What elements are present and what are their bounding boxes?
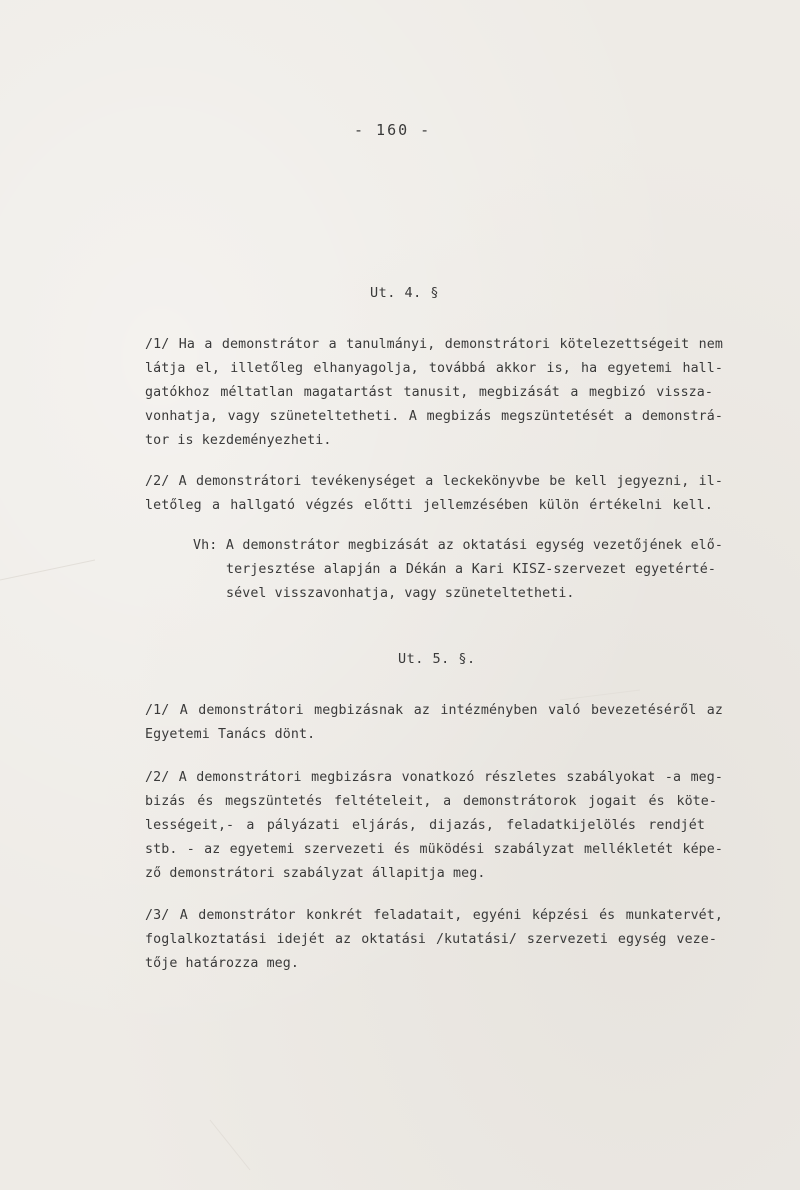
paragraph-line: látja el, illetőleg elhanyagolja, továbbá akkor is, ha egyetemi hall-	[145, 361, 723, 376]
paragraph-line: /1/ Ha a demonstrátor a tanulmányi, demonstrátori kötelezettségeit nem	[145, 337, 723, 352]
section-heading-4: Ut. 4. §	[370, 285, 440, 301]
page-number: - 160 -	[354, 121, 432, 139]
paragraph-line: foglalkoztatási idejét az oktatási /kutatási/ szervezeti egység veze-	[145, 932, 717, 947]
paragraph-line: sével visszavonhatja, vagy szüneteltetheti.	[226, 586, 575, 601]
paragraph-line: ző demonstrátori szabályzat állapitja meg.	[145, 866, 486, 881]
paragraph-line: Egyetemi Tanács dönt.	[145, 727, 316, 742]
paragraph-line: lességeit,- a pályázati eljárás, dijazás, feladatkijelölés rendjét	[145, 818, 705, 833]
paragraph-line: letőleg a hallgató végzés előtti jellemzésében külön értékelni kell.	[145, 498, 713, 513]
paragraph-line: /2/ A demonstrátori megbizásra vonatkozó részletes szabályokat -a meg-	[145, 770, 723, 785]
paragraph-line: stb. - az egyetemi szervezeti és müködési szabályzat mellékletét képe-	[145, 842, 723, 857]
paragraph-line: gatókhoz méltatlan magatartást tanusit, megbizását a megbizó vissza-	[145, 385, 713, 400]
paragraph-line: /1/ A demonstrátori megbizásnak az intézményben való bevezetéséről az	[145, 703, 723, 718]
paragraph-line: Vh: A demonstrátor megbizását az oktatási egység vezetőjének elő-	[193, 538, 723, 553]
paragraph-line: tője határozza meg.	[145, 956, 300, 971]
paragraph-line: vonhatja, vagy szüneteltetheti. A megbizás megszüntetését a demonstrá-	[145, 409, 723, 424]
section-heading-5: Ut. 5. §.	[398, 651, 476, 667]
paragraph-line: /3/ A demonstrátor konkrét feladatait, egyéni képzési és munkatervét,	[145, 908, 723, 923]
paragraph-line: terjesztése alapján a Dékán a Kari KISZ-szervezet egyetérté-	[226, 562, 716, 577]
paragraph-line: tor is kezdeményezheti.	[145, 433, 332, 448]
paragraph-line: /2/ A demonstrátori tevékenységet a leckekönyvbe be kell jegyezni, il-	[145, 474, 723, 489]
paragraph-line: bizás és megszüntetés feltételeit, a demonstrátorok jogait és köte-	[145, 794, 717, 809]
